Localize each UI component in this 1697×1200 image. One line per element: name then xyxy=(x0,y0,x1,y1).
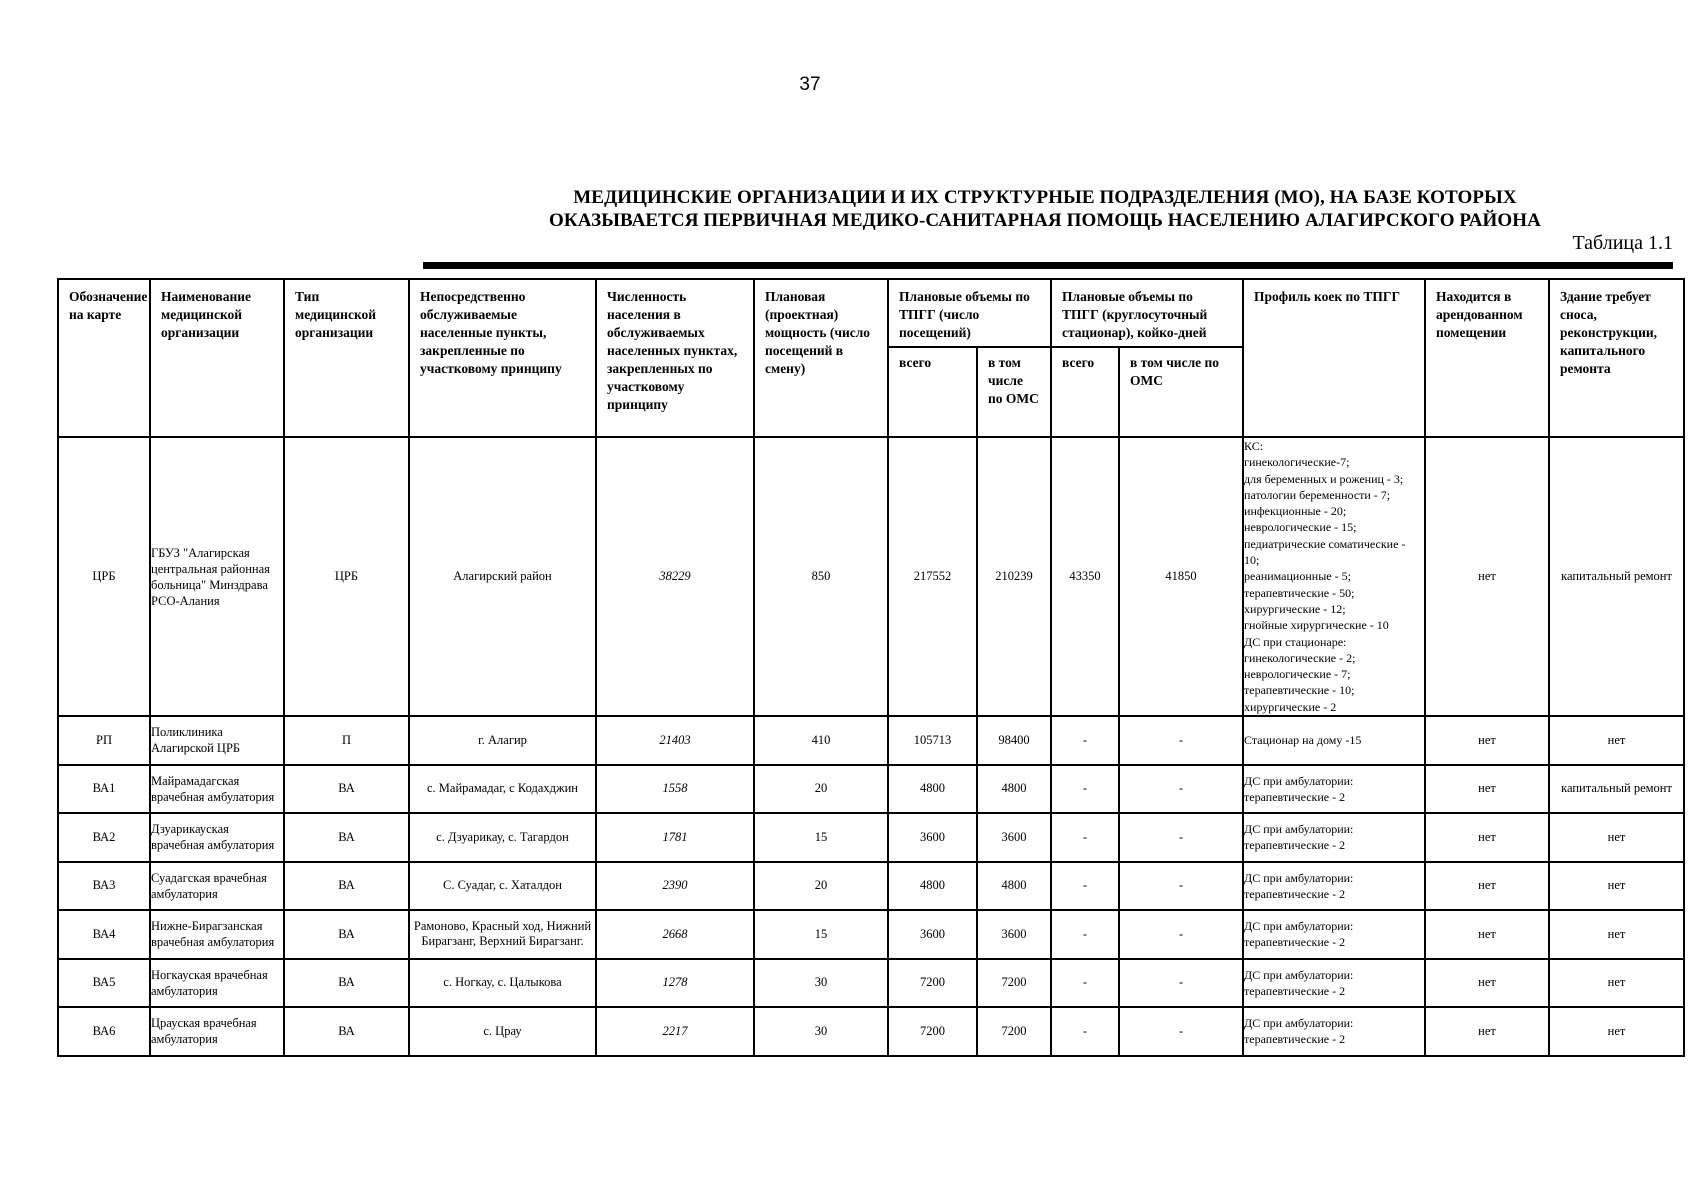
cell-visits-total: 4800 xyxy=(888,765,977,814)
cell-org-type: ВА xyxy=(284,813,409,862)
cell-beds-oms: - xyxy=(1119,959,1243,1008)
profile-line: 10; xyxy=(1244,553,1260,568)
cell-profile xyxy=(1243,765,1425,814)
profile-line: терапевтические - 2 xyxy=(1244,935,1346,950)
cell-rented: нет xyxy=(1425,716,1549,765)
page-number: 37 xyxy=(799,74,821,95)
profile-line: ДС при амбулатории: xyxy=(1244,1016,1354,1030)
cell-org-type: ВА xyxy=(284,862,409,911)
header-settlements: Непосредственно обслуживаемые населенные пункты, закрепленные по участковому принципу xyxy=(409,279,596,437)
cell-map-code: ВА2 xyxy=(58,813,150,862)
cell-population: 2217 xyxy=(596,1007,754,1056)
cell-map-code: ВА6 xyxy=(58,1007,150,1056)
cell-map-code: РП xyxy=(58,716,150,765)
cell-population: 2668 xyxy=(596,910,754,959)
cell-profile xyxy=(1243,862,1425,911)
cell-map-code: ЦРБ xyxy=(58,437,150,716)
header-rented: Находится в арендованном помещении xyxy=(1425,279,1549,437)
cell-settlements: с. Црау xyxy=(409,1007,596,1056)
header-map-code: Обозначение на карте xyxy=(58,279,150,437)
title-line-1: МЕДИЦИНСКИЕ ОРГАНИЗАЦИИ И ИХ СТРУКТУРНЫЕ ПОДРАЗДЕЛЕНИЯ (МО), НА БАЗЕ КОТОРЫХ xyxy=(573,187,1517,208)
cell-repair: капитальный ремонт xyxy=(1549,765,1684,814)
cell-rented: нет xyxy=(1425,813,1549,862)
cell-org-type: П xyxy=(284,716,409,765)
profile-line: терапевтические - 2 xyxy=(1244,886,1346,901)
header-beds-total: всего xyxy=(1051,347,1119,437)
cell-beds-total: - xyxy=(1051,862,1119,911)
cell-repair: капитальный ремонт xyxy=(1549,437,1684,716)
cell-settlements: с. Ногкау, с. Цалыкова xyxy=(409,959,596,1008)
cell-beds-oms: - xyxy=(1119,1007,1243,1056)
table-row xyxy=(58,1007,1684,1056)
header-profile: Профиль коек по ТПГГ xyxy=(1243,279,1425,437)
header-org-type: Тип медицинской организации xyxy=(284,279,409,437)
header-visits-total: всего xyxy=(888,347,977,437)
cell-map-code: ВА1 xyxy=(58,765,150,814)
cell-profile xyxy=(1243,437,1425,716)
profile-line: КС: xyxy=(1244,439,1264,453)
table-row xyxy=(58,765,1684,814)
cell-capacity: 20 xyxy=(754,862,888,911)
cell-population: 38229 xyxy=(596,437,754,716)
title-rule xyxy=(423,262,1673,269)
cell-beds-oms: - xyxy=(1119,716,1243,765)
profile-line: Стационар на дому -15 xyxy=(1244,733,1362,748)
cell-visits-total: 217552 xyxy=(888,437,977,716)
cell-rented: нет xyxy=(1425,765,1549,814)
table-body xyxy=(58,437,1684,1056)
cell-rented: нет xyxy=(1425,959,1549,1008)
cell-visits-total: 3600 xyxy=(888,813,977,862)
header-visits-oms: в том числе по ОМС xyxy=(977,347,1051,437)
cell-repair: нет xyxy=(1549,910,1684,959)
profile-line: хирургические - 2 xyxy=(1244,699,1337,714)
profile-line: патологии беременности - 7; xyxy=(1244,487,1391,502)
header-org-name: Наименование медицинской организации xyxy=(150,279,284,437)
cell-org-name: Суадагская врачебная амбулатория xyxy=(150,862,284,911)
cell-rented: нет xyxy=(1425,437,1549,716)
profile-line: терапевтические - 2 xyxy=(1244,838,1346,853)
cell-beds-total: - xyxy=(1051,910,1119,959)
cell-population: 2390 xyxy=(596,862,754,911)
cell-map-code: ВА5 xyxy=(58,959,150,1008)
cell-beds-total: 43350 xyxy=(1051,437,1119,716)
header-capacity: Плановая (проектная) мощность (число посещений в смену) xyxy=(754,279,888,437)
cell-visits-total: 105713 xyxy=(888,716,977,765)
profile-line: терапевтические - 10; xyxy=(1244,683,1355,698)
cell-visits-oms: 4800 xyxy=(977,862,1051,911)
cell-capacity: 30 xyxy=(754,959,888,1008)
cell-visits-oms: 210239 xyxy=(977,437,1051,716)
profile-line: ДС при амбулатории: xyxy=(1244,967,1354,982)
cell-visits-oms: 98400 xyxy=(977,716,1051,765)
cell-capacity: 850 xyxy=(754,437,888,716)
cell-capacity: 20 xyxy=(754,765,888,814)
cell-org-type: ВА xyxy=(284,765,409,814)
cell-profile xyxy=(1243,1007,1425,1056)
cell-beds-total: - xyxy=(1051,1007,1119,1056)
cell-capacity: 410 xyxy=(754,716,888,765)
profile-line: ДС при амбулатории: xyxy=(1244,919,1354,933)
cell-capacity: 30 xyxy=(754,1007,888,1056)
cell-visits-total: 7200 xyxy=(888,959,977,1008)
cell-org-type: ЦРБ xyxy=(284,437,409,716)
cell-visits-oms: 4800 xyxy=(977,765,1051,814)
cell-visits-oms: 3600 xyxy=(977,910,1051,959)
cell-visits-total: 7200 xyxy=(888,1007,977,1056)
profile-line: неврологические - 15; xyxy=(1244,520,1357,535)
profile-line: терапевтические - 2 xyxy=(1244,789,1346,804)
cell-org-type: ВА xyxy=(284,959,409,1008)
profile-line: гнойные хирургические - 10 xyxy=(1244,618,1389,633)
profile-line: ДС при амбулатории: xyxy=(1244,870,1354,885)
cell-population: 1278 xyxy=(596,959,754,1008)
table-row xyxy=(58,959,1684,1008)
cell-map-code: ВА3 xyxy=(58,862,150,911)
table-row xyxy=(58,862,1684,911)
cell-org-name: Дзуарикауская врачебная амбулатория xyxy=(150,813,284,862)
cell-beds-oms: - xyxy=(1119,813,1243,862)
cell-beds-total: - xyxy=(1051,716,1119,765)
header-beds-oms: в том числе по ОМС xyxy=(1119,347,1243,437)
cell-profile xyxy=(1243,813,1425,862)
organizations-table xyxy=(57,278,1685,1057)
cell-repair: нет xyxy=(1549,716,1684,765)
profile-line: для беременных и рожениц - 3; xyxy=(1244,471,1404,486)
cell-beds-oms: - xyxy=(1119,765,1243,814)
cell-repair: нет xyxy=(1549,813,1684,862)
cell-beds-oms: - xyxy=(1119,910,1243,959)
cell-capacity: 15 xyxy=(754,813,888,862)
table-row xyxy=(58,716,1684,765)
table-caption: Таблица 1.1 xyxy=(1572,232,1673,254)
cell-visits-oms: 3600 xyxy=(977,813,1051,862)
cell-org-name: Поликлиника Алагирской ЦРБ xyxy=(150,716,284,765)
cell-org-name: ГБУЗ "Алагирская центральная районная больница" Минздрава РСО-Алания xyxy=(150,437,284,716)
cell-org-name: Црауская врачебная амбулатория xyxy=(150,1007,284,1056)
cell-rented: нет xyxy=(1425,1007,1549,1056)
header-repair: Здание требует сноса, реконструкции, капитального ремонта xyxy=(1549,279,1684,437)
profile-line: гинекологические-7; xyxy=(1244,455,1350,470)
cell-org-type: ВА xyxy=(284,910,409,959)
profile-line: неврологические - 7; xyxy=(1244,667,1351,682)
cell-population: 1558 xyxy=(596,765,754,814)
profile-line: терапевтические - 2 xyxy=(1244,1032,1346,1047)
table-row xyxy=(58,813,1684,862)
cell-beds-oms: - xyxy=(1119,862,1243,911)
cell-settlements: с. Майрамадаг, с Кодахджин xyxy=(409,765,596,814)
profile-line: педиатрические соматические - xyxy=(1244,536,1406,551)
profile-line: ДС при амбулатории: xyxy=(1244,773,1354,788)
cell-visits-oms: 7200 xyxy=(977,959,1051,1008)
profile-line: гинекологические - 2; xyxy=(1244,650,1356,665)
header-row-1 xyxy=(58,279,1684,347)
cell-settlements: Рамоново, Красный ход, Нижний Бирагзанг, Верхний Бирагзанг. xyxy=(409,910,596,959)
cell-visits-total: 4800 xyxy=(888,862,977,911)
cell-map-code: ВА4 xyxy=(58,910,150,959)
header-tpgg-visits: Плановые объемы по ТПГГ (число посещений) xyxy=(888,279,1051,347)
cell-org-type: ВА xyxy=(284,1007,409,1056)
header-tpgg-beds: Плановые объемы по ТПГГ (круглосуточный стационар), койко-дней xyxy=(1051,279,1243,347)
cell-org-name: Ногкауская врачебная амбулатория xyxy=(150,959,284,1008)
cell-repair: нет xyxy=(1549,1007,1684,1056)
cell-repair: нет xyxy=(1549,862,1684,911)
cell-settlements: Алагирский район xyxy=(409,437,596,716)
cell-repair: нет xyxy=(1549,959,1684,1008)
profile-line: реанимационные - 5; xyxy=(1244,569,1351,584)
cell-population: 21403 xyxy=(596,716,754,765)
cell-profile xyxy=(1243,716,1425,765)
profile-line: ДС при амбулатории: xyxy=(1244,822,1354,836)
cell-rented: нет xyxy=(1425,910,1549,959)
table-row xyxy=(58,910,1684,959)
cell-settlements: с. Дзуарикау, с. Тагардон xyxy=(409,813,596,862)
profile-line: терапевтические - 50; xyxy=(1244,585,1355,600)
profile-line: инфекционные - 20; xyxy=(1244,504,1347,519)
cell-settlements: С. Суадаг, с. Хаталдон xyxy=(409,862,596,911)
document-title xyxy=(420,186,1670,232)
cell-visits-total: 3600 xyxy=(888,910,977,959)
cell-rented: нет xyxy=(1425,862,1549,911)
title-line-2: ОКАЗЫВАЕТСЯ ПЕРВИЧНАЯ МЕДИКО-САНИТАРНАЯ ПОМОЩЬ НАСЕЛЕНИЮ АЛАГИРСКОГО РАЙОНА xyxy=(549,210,1541,231)
cell-beds-total: - xyxy=(1051,959,1119,1008)
cell-population: 1781 xyxy=(596,813,754,862)
cell-profile xyxy=(1243,959,1425,1008)
cell-beds-oms: 41850 xyxy=(1119,437,1243,716)
cell-capacity: 15 xyxy=(754,910,888,959)
cell-profile xyxy=(1243,910,1425,959)
profile-line: ДС при стационаре: xyxy=(1244,634,1347,649)
table-row xyxy=(58,437,1684,716)
profile-line: терапевтические - 2 xyxy=(1244,983,1346,998)
cell-org-name: Нижне-Бирагзанская врачебная амбулатория xyxy=(150,910,284,959)
cell-beds-total: - xyxy=(1051,765,1119,814)
cell-beds-total: - xyxy=(1051,813,1119,862)
cell-settlements: г. Алагир xyxy=(409,716,596,765)
cell-visits-oms: 7200 xyxy=(977,1007,1051,1056)
profile-line: хирургические - 12; xyxy=(1244,601,1346,616)
header-population: Численность населения в обслуживаемых населенных пунктах, закрепленных по участковому принципу xyxy=(596,279,754,437)
cell-org-name: Майрамадагская врачебная амбулатория xyxy=(150,765,284,814)
